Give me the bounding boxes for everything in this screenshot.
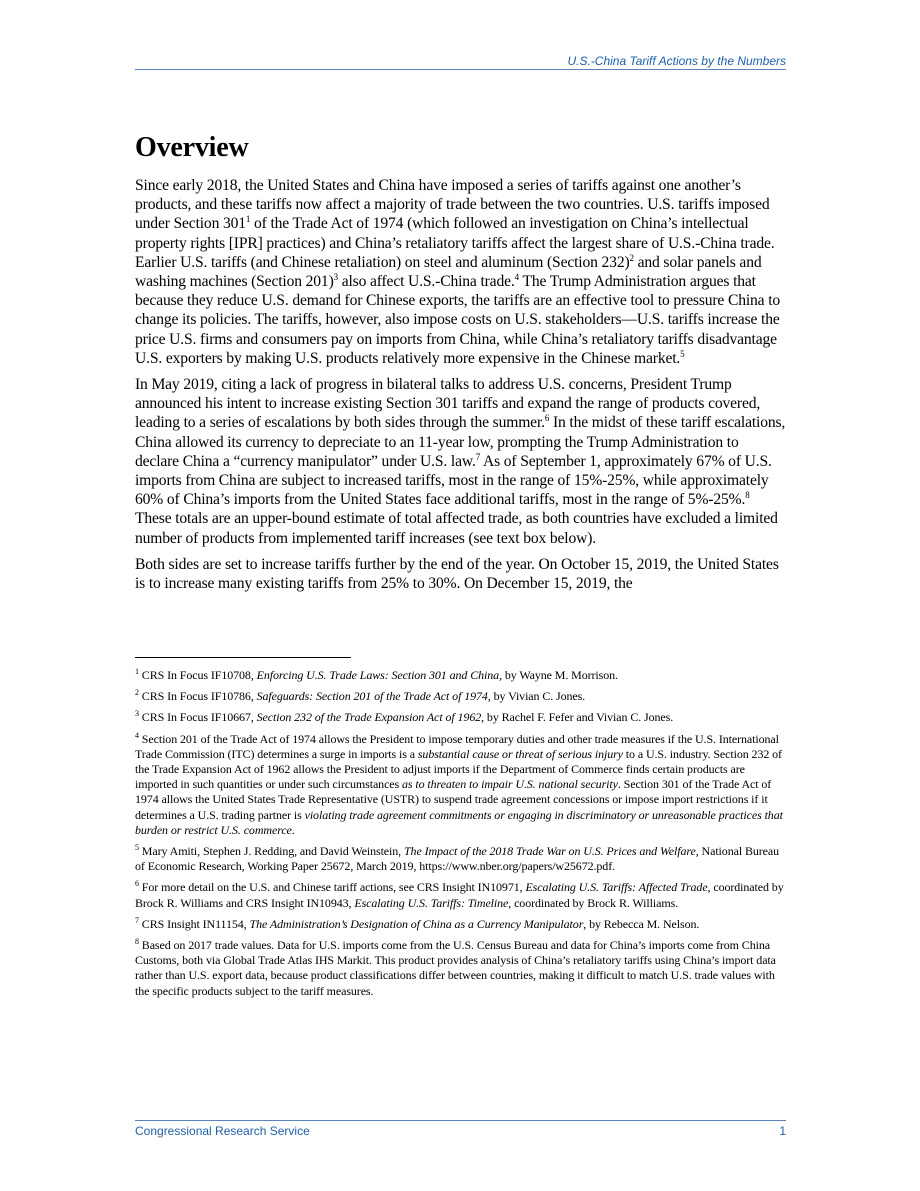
- italic-phrase: as to threaten to impair U.S. national security: [402, 777, 618, 792]
- footnotes: [135, 668, 786, 1005]
- page-footer: [135, 1124, 786, 1138]
- citation-title: Enforcing U.S. Trade Laws: Section 301 and China: [256, 668, 500, 682]
- text-run: . Section 301 of the Trade Act of 1974 allows the United States Trade Representative (USTR) to suspend trade agreement concessions or impose import restrictions if it determines a U.S. trading partner is: [135, 777, 772, 822]
- paragraph: Both sides are set to increase tariffs further by the end of the year. On October 15, 2019, the United States is to increase many existing tariffs from 25% to 30%. On December 15, 2019, the: [135, 555, 779, 593]
- text-run: CRS In Focus IF10708,: [138, 668, 257, 682]
- text-run: , coordinated by Brock R. Williams and CRS Insight IN10943,: [135, 880, 784, 910]
- text-run: to a U.S. industry. Section 232 of the Trade Expansion Act of 1962 allows the President to adjust imports if the Department of Commerce finds certain products are imported in such quantities or under such circumstances: [135, 746, 782, 792]
- running-header: U.S.-China Tariff Actions by the Numbers: [567, 54, 786, 68]
- citation-title: The Administration’s Designation of China as a Currency Manipulator: [249, 916, 584, 931]
- footnote: [135, 710, 786, 725]
- footnote-ref[interactable]: 8: [745, 490, 750, 501]
- footnote-ref[interactable]: 6: [544, 413, 550, 424]
- text-run: Mary Amiti, Stephen J. Redding, and David Weinstein,: [138, 844, 404, 859]
- text-run: Section 201 of the Trade Act of 1974 allows the President to impose temporary duties and other trade measures if the U.S. International Trade Commission (ITC) determines a surge in imports is a: [135, 731, 779, 761]
- footnote-number: 7: [135, 915, 139, 925]
- footnote-separator: [135, 657, 351, 658]
- text-run: CRS Insight IN11154,: [138, 916, 250, 931]
- text-run: As of September 1, approximately 67% of U.S. imports from China are subject to increased tariffs, most in the range of 15%-25%, while approximately 60% of China’s imports from the United States face additional tariffs, most in the range of 5%-25%.: [135, 452, 772, 509]
- text-run: Since early 2018, the United States and China have imposed a series of tariffs against one another’s products, and these tariffs now affect a majority of trade between the two countries. U.S. tariffs imposed under Section 301: [135, 177, 770, 233]
- header-rule: [135, 69, 786, 70]
- footnote-number: 3: [135, 709, 139, 719]
- text-run: CRS In Focus IF10667,: [138, 710, 257, 725]
- text-run: .: [291, 822, 295, 837]
- footnote: [135, 689, 786, 704]
- text-run: Based on 2017 trade values. Data for U.S. imports come from the U.S. Census Bureau and data for China’s imports come from China Customs, both via Global Trade Atlas IHS Markit. This product provides analysis of China’s retaliatory tariffs using China’s import data rather than U.S. export data, because product classifications differ between countries, making it difficult to match U.S. trade values with the specific products subject to the tariff measures.: [135, 938, 776, 998]
- footer-org: Congressional Research Service: [135, 1124, 310, 1138]
- text-run: These totals are an upper-bound estimate of total affected trade, as both countries have excluded a limited number of products from implemented tariff increases (see text box below).: [135, 510, 778, 547]
- paragraph: [135, 375, 786, 548]
- footnote-ref[interactable]: 5: [680, 348, 685, 359]
- footnote: [135, 732, 786, 838]
- footnote-number: 2: [135, 688, 139, 698]
- footnote-ref[interactable]: 7: [475, 451, 481, 462]
- italic-phrase: violating trade agreement commitments or engaging in discriminatory or unreasonable practices that burden or restrict U.S. commerce: [135, 807, 783, 837]
- citation-title: Escalating U.S. Tariffs: Timeline: [354, 895, 509, 910]
- section-title: Overview: [135, 132, 249, 163]
- footnote-number: 8: [135, 937, 139, 947]
- footnote: [135, 844, 786, 874]
- text-run: For more detail on the U.S. and Chinese tariff actions, see CRS Insight IN10971,: [138, 880, 526, 895]
- citation-title: Escalating U.S. Tariffs: Affected Trade: [525, 880, 708, 895]
- footnote: [135, 938, 786, 999]
- text-run: , by Rachel F. Fefer and Vivian C. Jones.: [481, 710, 674, 725]
- citation-title: Safeguards: Section 201 of the Trade Act of 1974: [256, 689, 488, 704]
- text-run: and solar panels and washing machines (Section 201): [135, 253, 762, 291]
- text-run: , coordinated by Brock R. Williams.: [508, 895, 679, 910]
- footnote: [135, 917, 786, 932]
- text-run: , by Vivian C. Jones.: [487, 689, 586, 704]
- citation-title: The Impact of the 2018 Trade War on U.S. Prices and Welfare: [403, 844, 696, 859]
- footnote-ref[interactable]: 2: [629, 252, 634, 263]
- text-run: , National Bureau of Economic Research, Working Paper 25672, March 2019, https://www.nber.org/papers/w25672.pdf.: [135, 844, 780, 874]
- text-run: In May 2019, citing a lack of progress in bilateral talks to address U.S. concerns, President Trump announced his intent to increase existing Section 301 tariffs and expand the range of products covered, leading to a series of escalations by both sides through the summer.: [135, 376, 761, 432]
- paragraph: [135, 176, 786, 368]
- footnote-number: 6: [135, 879, 139, 889]
- footnote-number: 4: [135, 730, 139, 740]
- footer-rule: [135, 1120, 786, 1121]
- text-run: also affect U.S.-China trade.: [337, 273, 515, 291]
- citation-title: Section 232 of the Trade Expansion Act of 1962: [256, 710, 482, 725]
- italic-phrase: substantial cause or threat of serious injury: [417, 746, 623, 761]
- text-run: , by Wayne M. Morrison.: [499, 668, 618, 682]
- footnote-number: 5: [135, 843, 139, 853]
- footnote: [135, 880, 786, 910]
- footnote-ref[interactable]: 1: [245, 214, 251, 225]
- footnote-ref[interactable]: 4: [514, 271, 519, 282]
- text-run: of the Trade Act of 1974 (which followed an investigation on China’s intellectual property rights [IPR] practices) and China’s retaliatory tariffs affect the largest share of U.S.-China trade. Earlier U.S. tariffs (and Chinese retaliation) on steel and aluminum (Section 232): [135, 215, 775, 271]
- text-run: The Trump Administration argues that because they reduce U.S. demand for Chinese exports, the tariffs are an effective tool to pressure China to change its policies. The tariffs, however, also impose costs on U.S. stakeholders—U.S. tariffs increase the price U.S. firms and consumers pay on imports from China, while China’s retaliatory tariffs disadvantage U.S. exporters by making U.S. products relatively more expensive in the Chinese market.: [135, 273, 781, 367]
- footnote-number: 1: [135, 667, 139, 676]
- footnote: [135, 668, 786, 683]
- footnote-ref[interactable]: 3: [333, 271, 338, 282]
- text-run: CRS In Focus IF10786,: [138, 689, 257, 704]
- text-run: , by Rebecca M. Nelson.: [583, 916, 700, 931]
- text-run: In the midst of these tariff escalations, China allowed its currency to depreciate to an 11-year low, prompting the Trump Administration to declare China a “currency manipulator” under U.S. law.: [135, 414, 786, 470]
- body-text: [135, 176, 786, 600]
- page-number: 1: [779, 1124, 786, 1138]
